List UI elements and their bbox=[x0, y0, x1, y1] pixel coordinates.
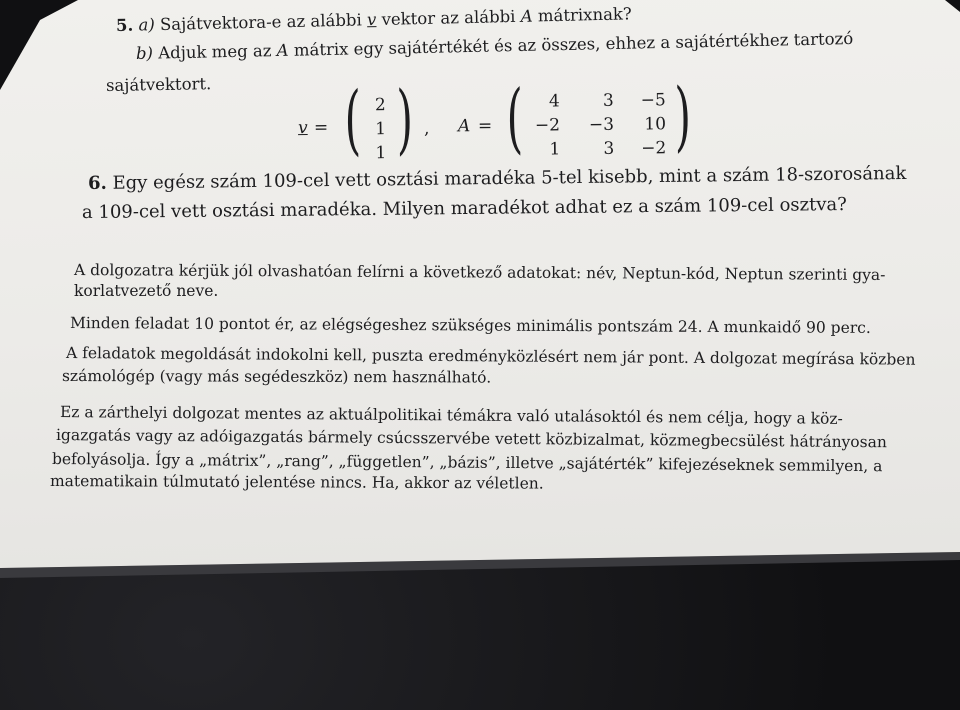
matrix-label: A bbox=[457, 116, 471, 137]
problem6-number: 6. bbox=[87, 172, 107, 194]
vector-label: v bbox=[297, 117, 308, 139]
note4-text3: befolyásolja. Így a „mátrix”, „rang”, „független”, „bázis”, illetve „sajátérték” kifejezéseknek semmilyen, a bbox=[51, 450, 883, 476]
matrix-close-paren: ) bbox=[674, 70, 692, 161]
problem5-b-prefix: b) bbox=[135, 43, 154, 63]
problem5-a-text2: vektor az alábbi bbox=[381, 6, 516, 29]
problem5-b-line2: sajátvektort. bbox=[105, 74, 212, 95]
problem6-text2: a 109-cel vett osztási maradéka. Milyen maradékot adhat ez a szám 109-cel osztva? bbox=[81, 193, 847, 223]
vector-cell-0: 2 bbox=[374, 95, 386, 116]
problem5-a-var-A: A bbox=[520, 6, 533, 26]
problem5-b-text2: mátrix egy sajátértékét és az összes, ehhez a sajátértékhez tartozó bbox=[293, 28, 854, 60]
note1-line2 bbox=[74, 282, 218, 300]
problem5-b-var-A: A bbox=[276, 40, 289, 61]
vector-cell-2: 1 bbox=[375, 143, 387, 164]
vector-open-paren: ( bbox=[344, 74, 362, 164]
matrix-cell-1-0: −2 bbox=[534, 115, 561, 136]
matrix-cell-2-0: 1 bbox=[549, 139, 561, 160]
problem5-a-text1: Sajátvektora-e az alábbi bbox=[159, 10, 362, 34]
matrix-cell-0-1: 3 bbox=[602, 90, 614, 111]
equals-sign-2: = bbox=[477, 116, 493, 137]
note4-text2: igazgatás vagy az adóigazgatás bármely csúcsszervébe vetett közbizalmat, közmegbecsülést hátrányosan bbox=[55, 426, 887, 452]
equals-sign-1: = bbox=[313, 117, 329, 138]
vector-close-paren: ) bbox=[396, 73, 414, 164]
note4-text1: Ez a zárthelyi dolgozat mentes az aktuálpolitikai témákra való utalásoktól és nem célja, hogy a köz- bbox=[59, 403, 843, 428]
problem5-number: 5. bbox=[115, 15, 134, 35]
matrix-cell-1-1: −3 bbox=[588, 114, 615, 136]
note4-line4 bbox=[50, 472, 544, 493]
note3-line2 bbox=[62, 367, 491, 386]
note3-text2: számológép (vagy más segédeszköz) nem használható. bbox=[61, 367, 492, 387]
equation-comma: , bbox=[423, 118, 430, 139]
equation-block bbox=[297, 70, 699, 168]
matrix-cell-0-0: 4 bbox=[548, 91, 560, 112]
matrix-cell-2-1: 3 bbox=[603, 138, 615, 159]
matrix-cell-2-2: −2 bbox=[641, 138, 667, 159]
problem6-text1: Egy egész szám 109-cel vett osztási maradéka 5-tel kisebb, mint a szám 18-szorosának bbox=[112, 163, 907, 194]
matrix-cell-1-2: 10 bbox=[644, 114, 667, 135]
problem5-a-prefix: a) bbox=[138, 15, 155, 35]
note1-text2: korlatvezető neve. bbox=[74, 282, 219, 300]
problem5-b-text1: Adjuk meg az bbox=[158, 41, 272, 63]
note4-text4: matematikain túlmutató jelentése nincs. Ha, akkor az véletlen. bbox=[49, 472, 544, 493]
note2-text1: Minden feladat 10 pontot ér, az elégségeshez szükséges minimális pontszám 24. A munkaidő 90 perc. bbox=[69, 314, 871, 337]
problem5-a-text3: mátrixnak? bbox=[537, 4, 632, 26]
note3-text1: A feladatok megoldását indokolni kell, puszta eredményközlésért nem jár pont. A dolgozat megírása közben bbox=[65, 344, 916, 369]
matrix-cell-0-2: −5 bbox=[640, 90, 666, 111]
vector-cell-1: 1 bbox=[375, 119, 387, 140]
note1-text1: A dolgozatra kérjük jól olvashatóan felírni a következő adatokat: név, Neptun-kód, Neptun szerinti gya- bbox=[73, 261, 886, 284]
matrix-open-paren: ( bbox=[506, 72, 524, 162]
problem5-line-b2 bbox=[106, 74, 212, 95]
problem5-a-var-v: v bbox=[366, 10, 377, 30]
